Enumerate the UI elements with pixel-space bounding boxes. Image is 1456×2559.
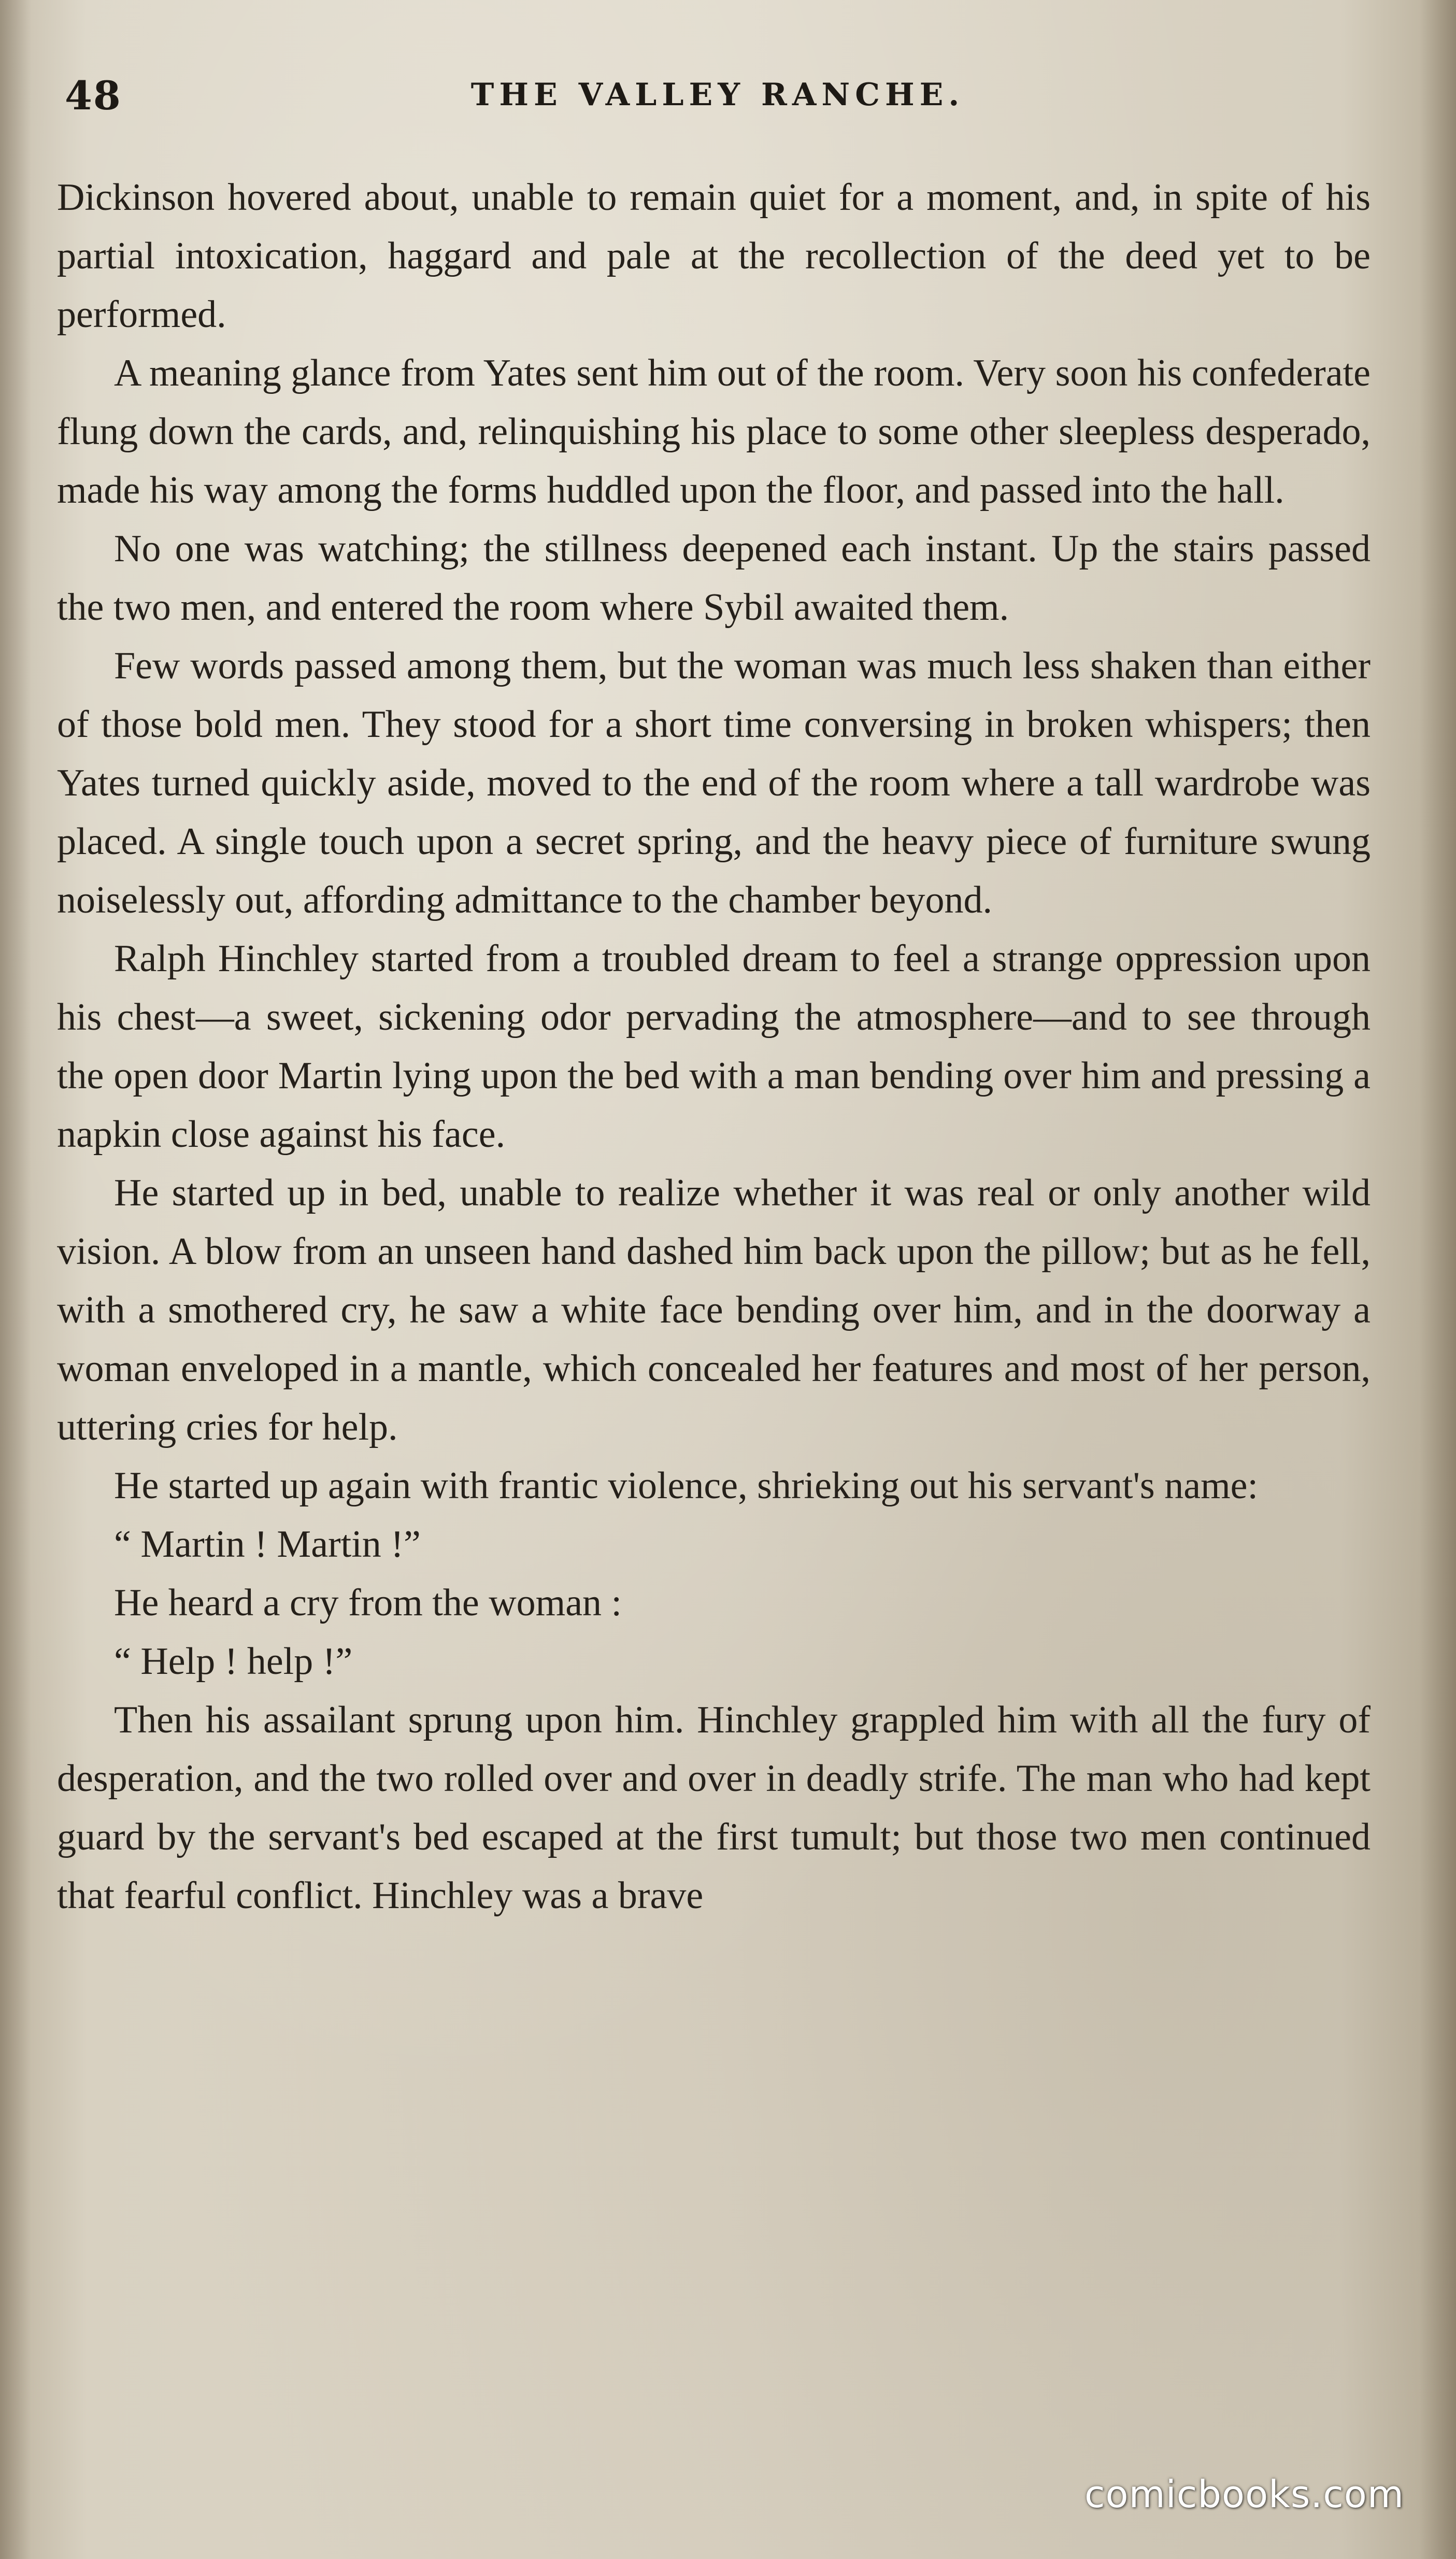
paragraph-5: Ralph Hinchley started from a troubled dream to feel a strange oppression upon his chest—a sweet, sickening odor pervading the atmosphere—and to see through the open door Martin lying upon the bed with a man bending over him and pressing a napkin close against his face. (57, 937, 1371, 1156)
page-edge-shadow-right (1420, 0, 1456, 2559)
paragraph-2: A meaning glance from Yates sent him out of the room. Very soon his confederate flung down the cards, and, relinquishing his place to some other sleepless desperado, made his way among the forms huddled upon the floor, and passed into the hall. (57, 352, 1371, 511)
watermark: comicbooks.com (1084, 2472, 1404, 2516)
dialogue-line-1: “ Martin ! Martin !” (114, 1523, 421, 1566)
paragraph-7: He started up again with frantic violence, shrieking out his servant's name: (114, 1465, 1259, 1507)
paragraph-3: No one was watching; the stillness deepened each instant. Up the stairs passed the two men, and entered the room where Sybil awaited them. (57, 528, 1371, 629)
paragraph-9: Then his assailant sprung upon him. Hinchley grappled him with all the fury of desperation, and the two rolled over and over in deadly strife. The man who had kept guard by the servant's bed escaped at the first tumult; but those two men continued that fearful conflict. Hinchley was a brave (57, 1699, 1371, 1917)
dialogue-line-2: “ Help ! help !” (114, 1640, 353, 1683)
paragraph-1: Dickinson hovered about, unable to remain quiet for a moment, and, in spite of his partial intoxication, haggard and pale at the recollection of the deed yet to be performed. (57, 176, 1371, 336)
paragraph-8: He heard a cry from the woman : (114, 1582, 622, 1624)
page-edge-shadow-left (0, 0, 31, 2559)
running-title: THE VALLEY RANCHE. (470, 77, 965, 113)
body-text (57, 168, 1371, 1925)
paragraph-4: Few words passed among them, but the woman was much less shaken than either of those bold men. They stood for a short time conversing in broken whispers; then Yates turned quickly aside, moved to the end of the room where a tall wardrobe was placed. A single touch upon a secret spring, and the heavy piece of furniture swung noiselessly out, affording admittance to the chamber beyond. (57, 645, 1371, 921)
page-number: 48 (65, 73, 122, 119)
paragraph-6: He started up in bed, unable to realize whether it was real or only another wild vision. A blow from an unseen hand dashed him back upon the pillow; but as he fell, with a smothered cry, he saw a white face bending over him, and in the doorway a woman enveloped in a mantle, which concealed her features and most of her person, uttering cries for help. (57, 1172, 1371, 1448)
page-header (65, 73, 1371, 130)
